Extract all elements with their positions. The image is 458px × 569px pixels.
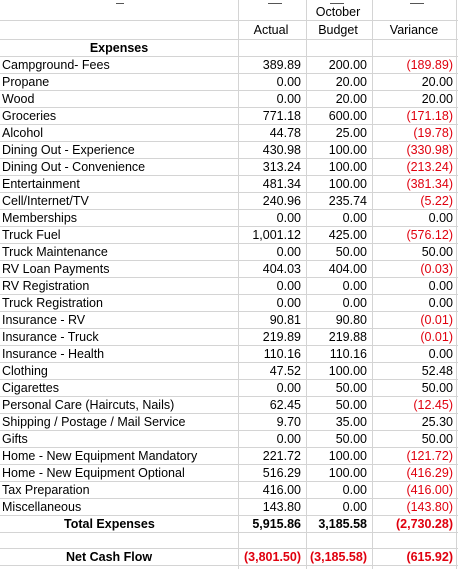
expense-variance[interactable]: (189.89)	[406, 58, 453, 72]
expense-row	[0, 499, 458, 516]
expense-label[interactable]: RV Loan Payments	[2, 262, 110, 276]
expense-variance[interactable]: 52.48	[421, 364, 453, 378]
expense-budget[interactable]: 20.00	[335, 75, 367, 89]
expense-label[interactable]: Personal Care (Haircuts, Nails)	[2, 398, 175, 412]
expense-budget[interactable]: 100.00	[328, 177, 367, 191]
expense-budget[interactable]: 35.00	[335, 415, 367, 429]
expense-variance[interactable]: 50.00	[421, 245, 453, 259]
expense-variance[interactable]: (416.00)	[406, 483, 453, 497]
total-row	[0, 516, 458, 533]
expense-row	[0, 210, 458, 227]
expense-budget[interactable]: 50.00	[335, 245, 367, 259]
expense-budget[interactable]: 0.00	[342, 279, 367, 293]
net-actual[interactable]: (3,801.50)	[244, 550, 301, 564]
expense-variance[interactable]: (12.45)	[413, 398, 453, 412]
expense-variance[interactable]: (0.03)	[420, 262, 453, 276]
expense-label[interactable]: Entertainment	[2, 177, 80, 191]
expense-variance[interactable]: 20.00	[421, 92, 453, 106]
blank-row	[0, 533, 458, 549]
total-variance[interactable]: (2,730.28)	[396, 517, 453, 531]
expense-budget[interactable]: 50.00	[335, 432, 367, 446]
expense-budget[interactable]: 0.00	[342, 483, 367, 497]
expense-actual[interactable]: 481.34	[262, 177, 301, 191]
expense-actual[interactable]: 9.70	[276, 415, 301, 429]
expense-variance[interactable]: (143.80)	[406, 500, 453, 514]
expense-row	[0, 448, 458, 465]
net-cash-flow-row	[0, 549, 458, 566]
expense-actual[interactable]: 219.89	[262, 330, 301, 344]
expense-actual[interactable]: 0.00	[276, 381, 301, 395]
expense-budget[interactable]: 600.00	[328, 109, 367, 123]
month-header[interactable]: October	[315, 5, 361, 19]
expense-label[interactable]: Cigarettes	[2, 381, 59, 395]
expense-actual[interactable]: 0.00	[276, 75, 301, 89]
expense-actual[interactable]: 0.00	[276, 432, 301, 446]
expense-actual[interactable]: 0.00	[276, 245, 301, 259]
variance-column-header[interactable]: Variance	[389, 23, 439, 37]
expense-actual[interactable]: 516.29	[262, 466, 301, 480]
expense-variance[interactable]: (0.01)	[420, 330, 453, 344]
expense-budget[interactable]: 100.00	[328, 449, 367, 463]
expense-budget[interactable]: 100.00	[328, 143, 367, 157]
expense-actual[interactable]: 0.00	[276, 211, 301, 225]
expense-budget[interactable]: 50.00	[335, 398, 367, 412]
expense-budget[interactable]: 25.00	[335, 126, 367, 140]
expense-label[interactable]: Insurance - RV	[2, 313, 86, 327]
expense-budget[interactable]: 20.00	[335, 92, 367, 106]
expense-variance[interactable]: 0.00	[428, 347, 453, 361]
expense-label[interactable]: Alcohol	[2, 126, 43, 140]
expense-actual[interactable]: 47.52	[269, 364, 301, 378]
expense-label[interactable]: Insurance - Truck	[2, 330, 99, 344]
expense-label[interactable]: Miscellaneous	[2, 500, 82, 514]
expense-label[interactable]: Tax Preparation	[2, 483, 90, 497]
expense-budget[interactable]: 200.00	[328, 58, 367, 72]
expense-row	[0, 244, 458, 261]
expense-row	[0, 465, 458, 482]
expense-actual[interactable]: 143.80	[262, 500, 301, 514]
expense-label[interactable]: Dining Out - Experience	[2, 143, 135, 157]
expense-row	[0, 176, 458, 193]
expense-budget[interactable]: 100.00	[328, 364, 367, 378]
total-label[interactable]: Total Expenses	[64, 517, 155, 531]
expense-row	[0, 57, 458, 74]
expense-budget[interactable]: 219.88	[328, 330, 367, 344]
expense-budget[interactable]: 235.74	[328, 194, 367, 208]
budget-column-header[interactable]: Budget	[318, 23, 358, 37]
expense-budget[interactable]: 0.00	[342, 296, 367, 310]
expense-variance[interactable]: (330.98)	[406, 143, 453, 157]
expense-variance[interactable]: 0.00	[428, 296, 453, 310]
expense-label[interactable]: Truck Fuel	[2, 228, 61, 242]
header-row-month	[0, 4, 458, 21]
expense-row	[0, 312, 458, 329]
expense-row	[0, 193, 458, 210]
expense-row	[0, 227, 458, 244]
expense-variance[interactable]: (416.29)	[406, 466, 453, 480]
expense-row	[0, 261, 458, 278]
expense-variance[interactable]: (0.01)	[420, 313, 453, 327]
expense-label[interactable]: Wood	[2, 92, 35, 106]
expense-variance[interactable]: 20.00	[421, 75, 453, 89]
expense-variance[interactable]: (171.18)	[406, 109, 453, 123]
expense-actual[interactable]: 416.00	[262, 483, 301, 497]
expense-budget[interactable]: 100.00	[328, 466, 367, 480]
expense-variance[interactable]: (213.24)	[406, 160, 453, 174]
expense-label[interactable]: Cell/Internet/TV	[2, 194, 89, 208]
expense-row	[0, 74, 458, 91]
expense-variance[interactable]: (576.12)	[406, 228, 453, 242]
expense-actual[interactable]: 430.98	[262, 143, 301, 157]
expense-budget[interactable]: 90.80	[335, 313, 367, 327]
expense-row	[0, 108, 458, 125]
expense-variance[interactable]: (5.22)	[420, 194, 453, 208]
expense-row	[0, 363, 458, 380]
expense-budget[interactable]: 0.00	[342, 500, 367, 514]
expense-actual[interactable]: 62.45	[269, 398, 301, 412]
expense-row	[0, 159, 458, 176]
expense-label[interactable]: RV Registration	[2, 279, 90, 293]
expense-actual[interactable]: 221.72	[262, 449, 301, 463]
expense-row	[0, 91, 458, 108]
expense-actual[interactable]: 90.81	[269, 313, 301, 327]
expense-budget[interactable]: 404.00	[328, 262, 367, 276]
expense-budget[interactable]: 110.16	[329, 347, 367, 361]
expense-label[interactable]: Insurance - Health	[2, 347, 105, 361]
expense-row	[0, 295, 458, 312]
actual-column-header[interactable]: Actual	[253, 23, 289, 37]
expense-budget[interactable]: 100.00	[328, 160, 367, 174]
expense-row	[0, 278, 458, 295]
net-variance[interactable]: (615.92)	[406, 550, 453, 564]
expense-actual[interactable]: 771.18	[262, 109, 301, 123]
expense-variance[interactable]: 25.30	[421, 415, 453, 429]
expense-row	[0, 380, 458, 397]
expense-budget[interactable]: 425.00	[328, 228, 367, 242]
expense-actual[interactable]: 44.78	[269, 126, 301, 140]
expense-variance[interactable]: (121.72)	[406, 449, 453, 463]
expense-label[interactable]: Home - New Equipment Optional	[2, 466, 185, 480]
expense-row	[0, 482, 458, 499]
expense-label[interactable]: Campground- Fees	[2, 58, 110, 72]
expense-actual[interactable]: 1,001.12	[252, 228, 301, 242]
total-budget[interactable]: 3,185.58	[318, 517, 367, 531]
expense-variance[interactable]: 0.00	[428, 279, 453, 293]
expense-label[interactable]: Truck Registration	[2, 296, 103, 310]
expense-variance[interactable]: (381.34)	[406, 177, 453, 191]
total-actual[interactable]: 5,915.86	[252, 517, 301, 531]
expense-actual[interactable]: 404.03	[262, 262, 301, 276]
expense-row	[0, 414, 458, 431]
expense-budget[interactable]: 50.00	[335, 381, 367, 395]
expense-label[interactable]: Shipping / Postage / Mail Service	[2, 415, 186, 429]
expense-actual[interactable]: 389.89	[262, 58, 301, 72]
expense-label[interactable]: Groceries	[2, 109, 57, 123]
expense-variance[interactable]: (19.78)	[413, 126, 453, 140]
expense-variance[interactable]: 50.00	[421, 381, 453, 395]
expense-actual[interactable]: 0.00	[276, 92, 301, 106]
expense-actual[interactable]: 240.96	[262, 194, 301, 208]
expense-variance[interactable]: 50.00	[421, 432, 453, 446]
expense-actual[interactable]: 0.00	[276, 279, 301, 293]
expense-variance[interactable]: 0.00	[428, 211, 453, 225]
expense-row	[0, 329, 458, 346]
net-label[interactable]: Net Cash Flow	[66, 550, 153, 564]
header-row-columns	[0, 21, 458, 40]
section-title[interactable]: Expenses	[89, 41, 149, 55]
expense-row	[0, 397, 458, 414]
expense-row	[0, 142, 458, 159]
expense-budget[interactable]: 0.00	[342, 211, 367, 225]
expense-label[interactable]: Dining Out - Convenience	[2, 160, 146, 174]
expense-label[interactable]: Propane	[2, 75, 50, 89]
expense-label[interactable]: Clothing	[2, 364, 48, 378]
expense-label[interactable]: Gifts	[2, 432, 28, 446]
expense-actual[interactable]: 110.16	[263, 347, 301, 361]
expense-label[interactable]: Memberships	[2, 211, 78, 225]
net-budget[interactable]: (3,185.58)	[310, 550, 367, 564]
expense-row	[0, 125, 458, 142]
section-title-row	[0, 40, 458, 57]
expense-label[interactable]: Home - New Equipment Mandatory	[2, 449, 198, 463]
expense-actual[interactable]: 313.24	[262, 160, 301, 174]
expense-actual[interactable]: 0.00	[276, 296, 301, 310]
expense-label[interactable]: Truck Maintenance	[2, 245, 108, 259]
expense-row	[0, 346, 458, 363]
expense-row	[0, 431, 458, 448]
